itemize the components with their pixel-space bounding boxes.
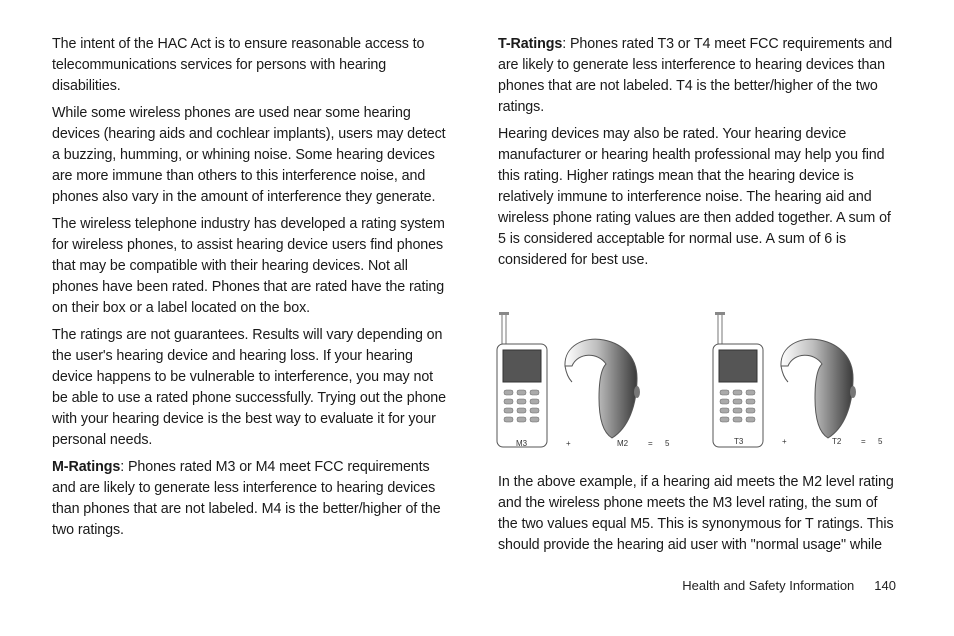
right-column: [498, 34, 900, 277]
paragraph-no-guarantee: The ratings are not guarantees. Results will vary depending on the user's hearing device and hearing loss. If your hearing device happens to be vulnerable to interference, you may not be able to use a rated phone successfully. Trying out the phone with your hearing device is the best way to evaluate it for your personal needs.: [52, 327, 447, 448]
paragraph-interference: While some wireless phones are used near some hearing devices (hearing aids and cochlear implants), users may detect a buzzing, humming, or whining noise. Some hearing devices are more immune than others to this interference noise, and phones also vary in the amount of interference they generate.: [52, 105, 446, 205]
example-t-sum: 5: [878, 437, 883, 446]
phone-icon: [713, 312, 763, 447]
phone-icon: [497, 312, 547, 447]
hearing-aid-icon: [781, 339, 856, 438]
example-m-equals: =: [648, 439, 653, 448]
page-number: 140: [874, 578, 896, 593]
right-column-continued: [498, 472, 900, 556]
paragraph-rating-system: The wireless telephone industry has developed a rating system for wireless phones, to assist hearing device users find phones that may be compatible with their hearing devices. Not all phones have been rated. Phones that are rated have the rating on their box or a label located on the box.: [52, 216, 445, 316]
m-ratings-text: : Phones rated M3 or M4 meet FCC requirements and are likely to generate less interference to hearing devices than phones that are not labeled. M4 is the better/higher of the two ratings.: [52, 459, 441, 538]
m-ratings-label: M-Ratings: [52, 459, 121, 475]
left-column: [52, 34, 452, 547]
paragraph-hearing-device-rating: Hearing devices may also be rated. Your hearing device manufacturer or hearing health professional may help you find this rating. Higher ratings mean that the hearing device is relatively immune to interference noise. The hearing aid and wireless phone rating values are then added together. A sum of 5 is considered acceptable for normal use. A sum of 6 is considered for best use.: [498, 126, 891, 268]
footer-section-title: Health and Safety Information: [682, 578, 855, 593]
example-t-aid-label: T2: [832, 437, 842, 446]
example-t-equals: =: [861, 437, 866, 446]
example-m-sum: 5: [665, 439, 670, 448]
paragraph-t-ratings: [498, 34, 900, 118]
example-m-phone-label: M3: [516, 439, 528, 448]
paragraph-m-ratings: [52, 457, 452, 541]
example-t-plus: +: [782, 437, 787, 446]
example-t-phone-label: T3: [734, 437, 744, 446]
t-ratings-label: T-Ratings: [498, 36, 563, 52]
example-m-aid-label: M2: [617, 439, 629, 448]
example-m-plus: +: [566, 439, 571, 448]
page-footer: [600, 578, 896, 593]
rating-example-figure: [492, 306, 900, 456]
hearing-aid-icon: [565, 339, 640, 438]
paragraph-hac-intent: The intent of the HAC Act is to ensure reasonable access to telecommunications services for persons with hearing disabilities.: [52, 36, 425, 94]
paragraph-example-explanation: In the above example, if a hearing aid meets the M2 level rating and the wireless phone meets the M3 level rating, the sum of the two values equal M5. This is synonymous for T ratings. This should provide the hearing aid user with "normal usage" while: [498, 474, 894, 553]
t-ratings-text: : Phones rated T3 or T4 meet FCC requirements and are likely to generate less interference to hearing devices than phones that are not labeled. T4 is the better/higher of the two ratings.: [498, 36, 893, 115]
